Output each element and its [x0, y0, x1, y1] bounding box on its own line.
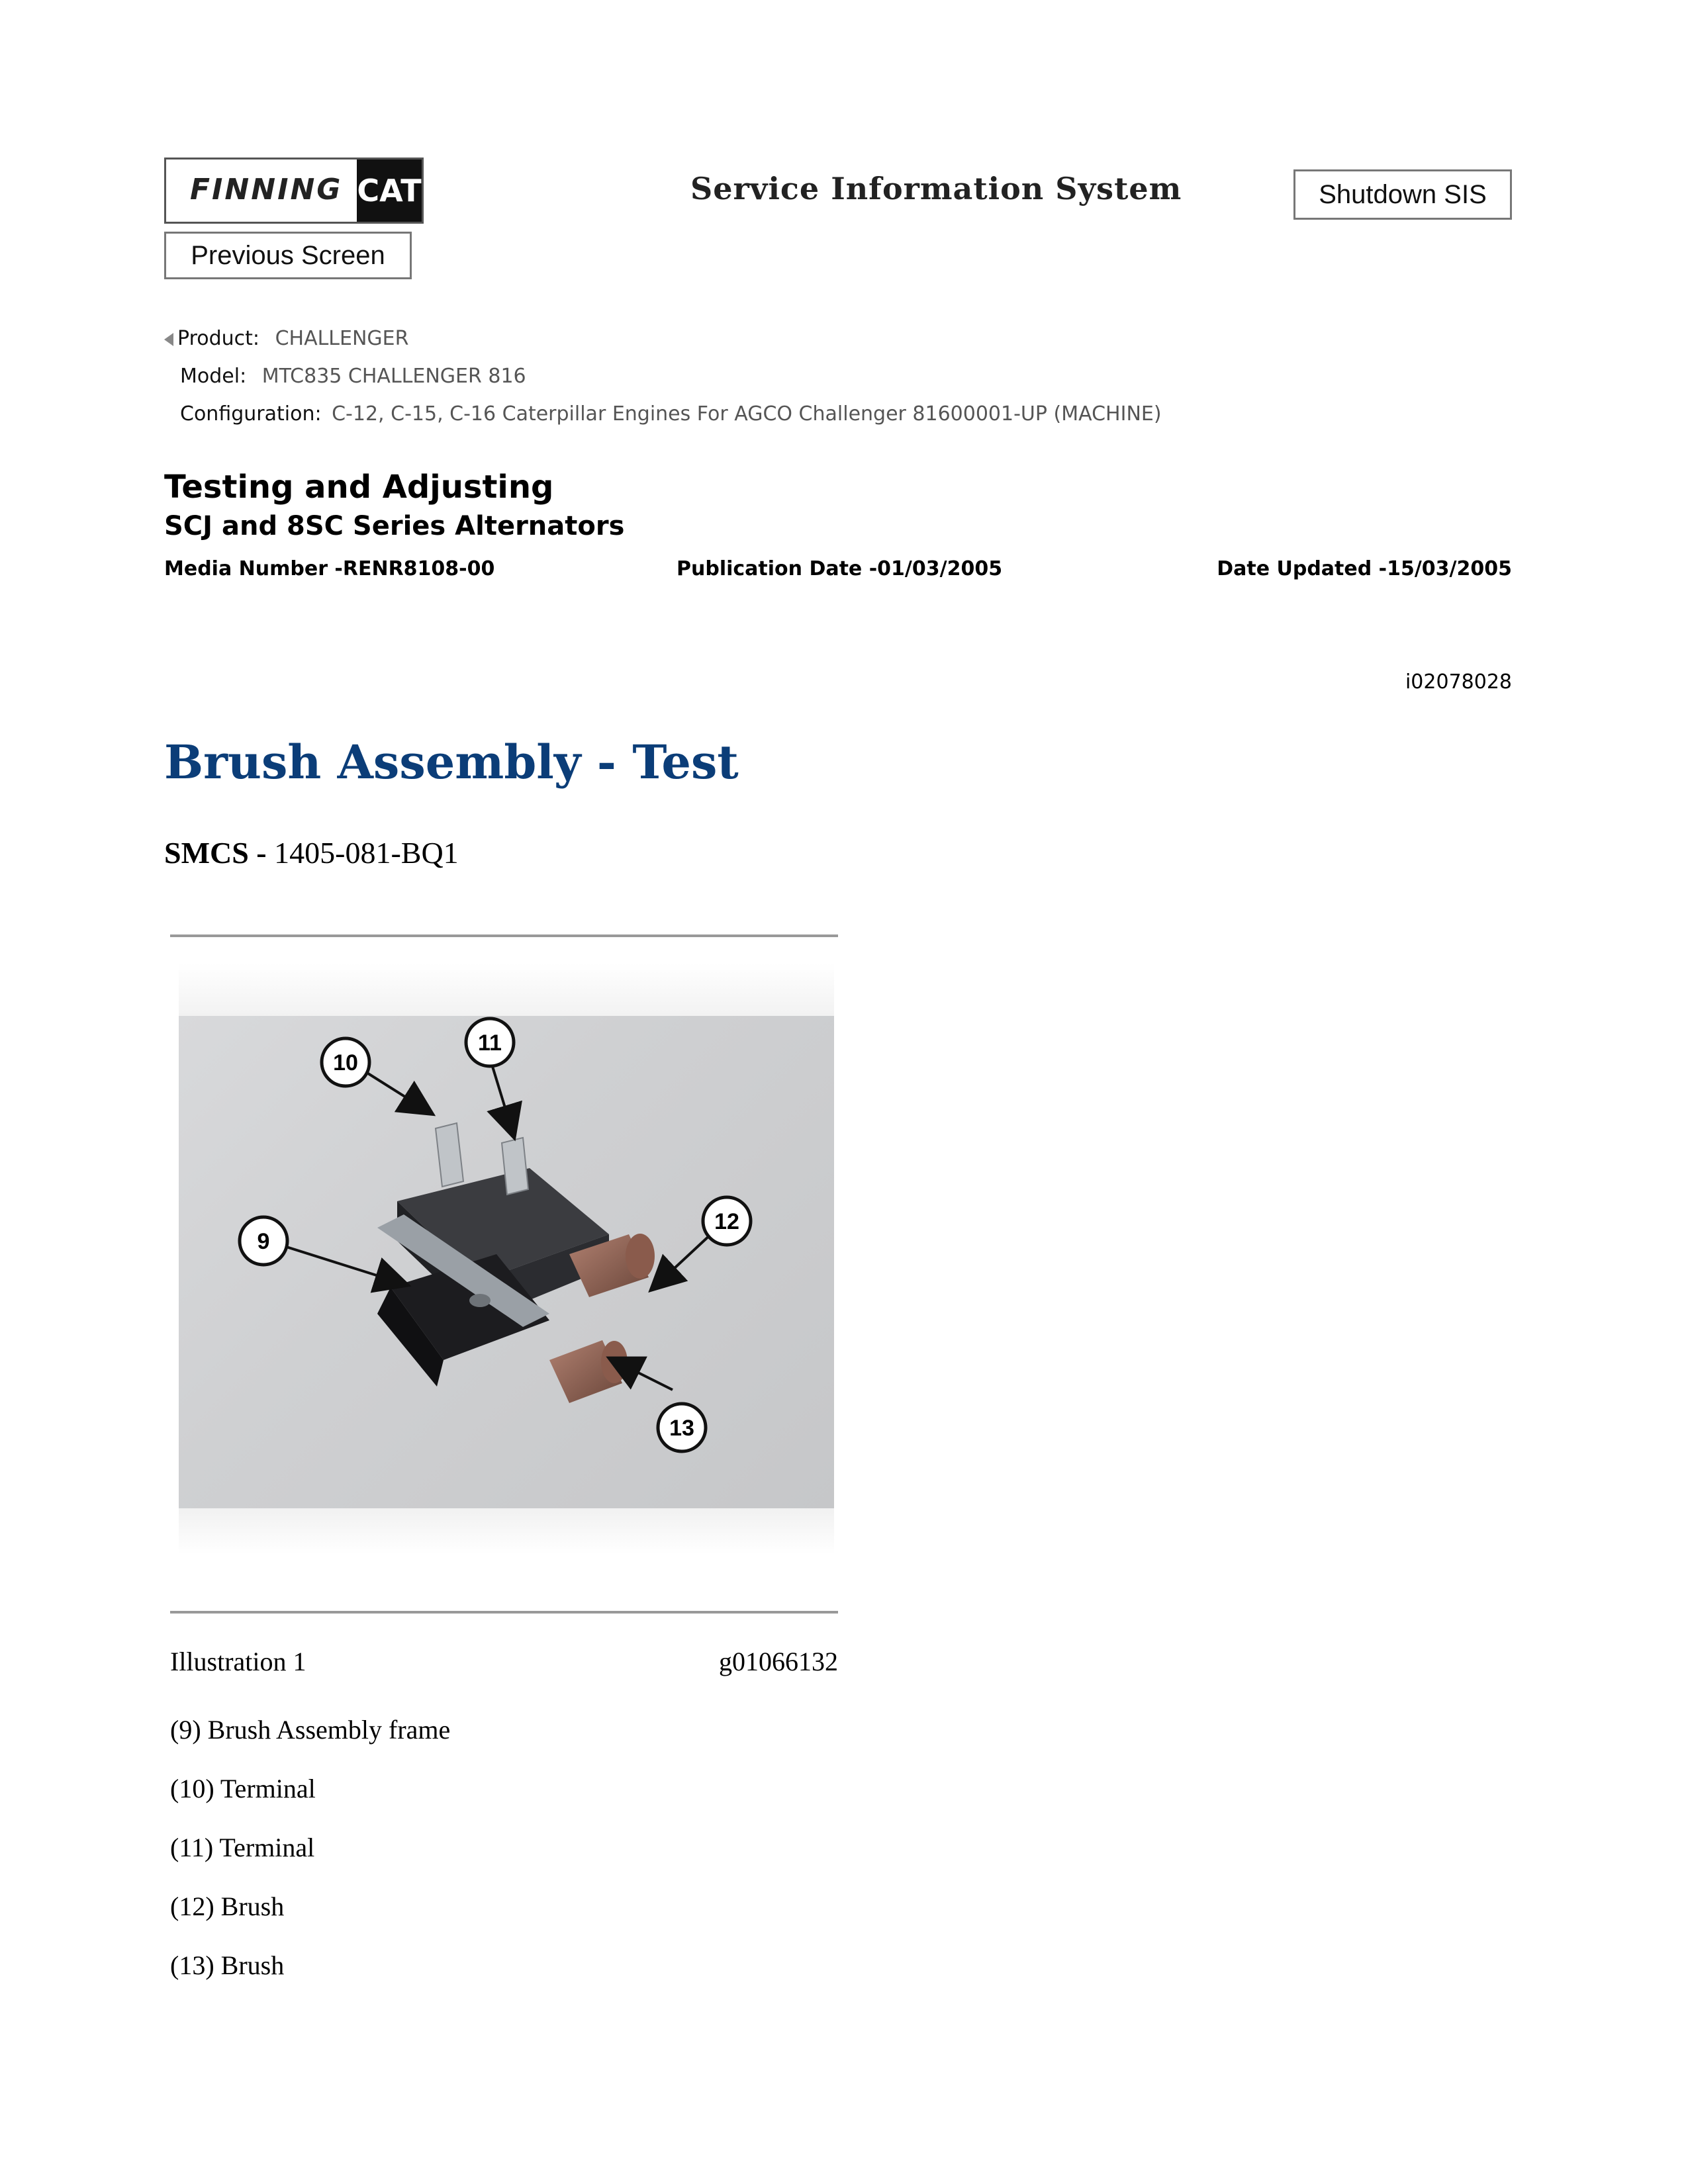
legend-item: (9) Brush Assembly frame: [170, 1715, 451, 1745]
cat-badge: CAT: [357, 159, 422, 222]
svg-text:12: 12: [714, 1209, 739, 1234]
page-title: Brush Assembly - Test: [164, 735, 739, 790]
svg-text:11: 11: [478, 1030, 502, 1056]
callout-13: [658, 1404, 706, 1451]
callout-9: [240, 1217, 287, 1265]
configuration-row: [180, 404, 1162, 424]
callout-12: [703, 1197, 751, 1245]
section-heading: Testing and Adjusting: [164, 469, 554, 506]
photo-margin-bottom: [179, 1508, 834, 1555]
previous-screen-button[interactable]: Previous Screen: [164, 232, 412, 279]
smcs-label: SMCS -: [164, 836, 267, 870]
brush-assembly-illustration: [179, 1016, 834, 1508]
shutdown-sis-button[interactable]: Shutdown SIS: [1293, 169, 1512, 220]
config-key: Configuration:: [180, 402, 322, 426]
illustration-caption: Illustration 1: [170, 1647, 306, 1676]
system-title: Service Information System: [690, 171, 1182, 206]
svg-text:13: 13: [669, 1416, 694, 1441]
legend-item: (10) Terminal: [170, 1774, 316, 1803]
product-key: Product:: [177, 327, 260, 350]
callout-11: [466, 1019, 514, 1066]
svg-text:9: 9: [257, 1229, 270, 1254]
media-number: Media Number -RENR8108-00: [164, 557, 495, 580]
divider-bottom: [170, 1611, 838, 1614]
graphic-id: g01066132: [719, 1647, 838, 1676]
publication-date: Publication Date -01/03/2005: [677, 557, 1003, 580]
back-arrow-icon[interactable]: [164, 333, 173, 346]
smcs-value: 1405-081-BQ1: [274, 836, 459, 870]
model-value: MTC835 CHALLENGER 816: [261, 365, 526, 388]
brush-assembly-photo: [179, 1016, 834, 1508]
model-key: Model:: [180, 365, 247, 388]
document-id: i02078028: [1405, 670, 1512, 694]
photo-margin-top: [179, 963, 834, 1016]
config-value: C-12, C-15, C-16 Caterpillar Engines For AGCO Challenger 81600001-UP (MACHINE): [332, 402, 1162, 426]
logo-wordmark: FINNING: [190, 173, 343, 206]
finning-cat-logo: [164, 158, 424, 224]
legend-item: (12) Brush: [170, 1891, 285, 1921]
legend-item: (13) Brush: [170, 1950, 285, 1980]
divider-top: [170, 934, 838, 937]
legend-item: (11) Terminal: [170, 1833, 315, 1862]
smcs-code: [164, 835, 459, 870]
product-value: CHALLENGER: [275, 327, 409, 350]
date-updated: Date Updated -15/03/2005: [1217, 557, 1512, 580]
series-subtitle: SCJ and 8SC Series Alternators: [164, 511, 625, 541]
svg-text:10: 10: [333, 1050, 358, 1075]
product-row: [164, 329, 408, 349]
callout-10: [322, 1038, 369, 1086]
model-row: [180, 367, 526, 387]
